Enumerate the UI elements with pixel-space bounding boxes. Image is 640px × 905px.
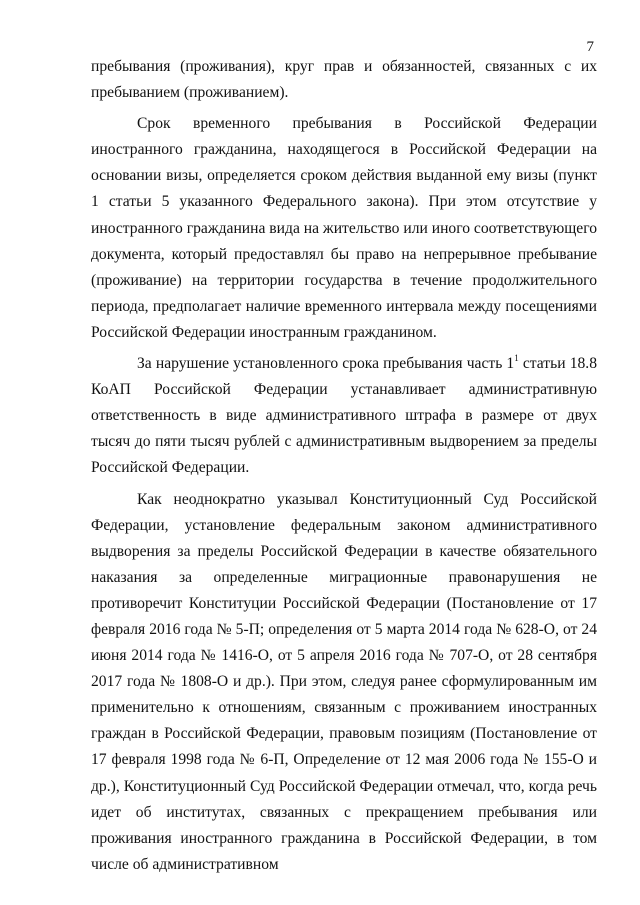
superscript-part-number: 1 bbox=[514, 353, 519, 364]
paragraph-koap-text-before: За нарушение установленного срока пребывания часть 1 bbox=[137, 355, 515, 373]
paragraph-koap-text-after: статьи 18.8 КоАП Российской Федерации устанавливает административную ответственность в виде административного штрафа в размере от двух тысяч до пяти тысяч рублей с административным выдворением за пределы Российской Федерации. bbox=[91, 355, 597, 477]
page-number: 7 bbox=[586, 39, 594, 55]
paragraph-visa-term: Срок временного пребывания в Российской Федерации иностранного гражданина, находящегося в Российской Федерации на основании визы, определяется сроком действия выданной ему визы (пункт 1 статьи 5 указанного Федерального закона). При этом отсутствие у иностранного гражданина вида на жительство или иного соответствующего документа, который предоставлял бы право на непрерывное пребывание (проживание) на территории государства в течение продолжительного периода, предполагает наличие временного интервала между посещениями Российской Федерации иностранным гражданином. bbox=[91, 115, 597, 341]
paragraph-koap-liability bbox=[91, 351, 597, 481]
paragraph-constitutional-court: Как неоднократно указывал Конституционный Суд Российской Федерации, установление федеральным законом административного выдворения за пределы Российской Федерации в качестве обязательного наказания за определенные миграционные правонарушения не противоречит Конституции Российской Федерации (Постановление от 17 февраля 2016 года № 5-П; определения от 5 марта 2014 года № 628-О, от 24 июня 2014 года № 1416-О, от 5 апреля 2016 года № 707-О, от 28 сентября 2017 года № 1808-О и др.). При этом, следуя ранее сформулированным им применительно к отношениям, связанным с проживанием иностранных граждан в Российской Федерации, правовым позициям (Постановление от 17 февраля 1998 года № 6-П, Определение от 12 мая 2006 года № 155-О и др.), Конституционный Суд Российской Федерации отмечал, что, когда речь идет об институтах, связанных с прекращением пребывания или проживания иностранного гражданина в Российской Федерации, в том числе об административном bbox=[91, 490, 597, 873]
document-body bbox=[91, 54, 597, 878]
paragraph-continuation: пребывания (проживания), круг прав и обязанностей, связанных с их пребыванием (проживанием). bbox=[91, 58, 597, 102]
